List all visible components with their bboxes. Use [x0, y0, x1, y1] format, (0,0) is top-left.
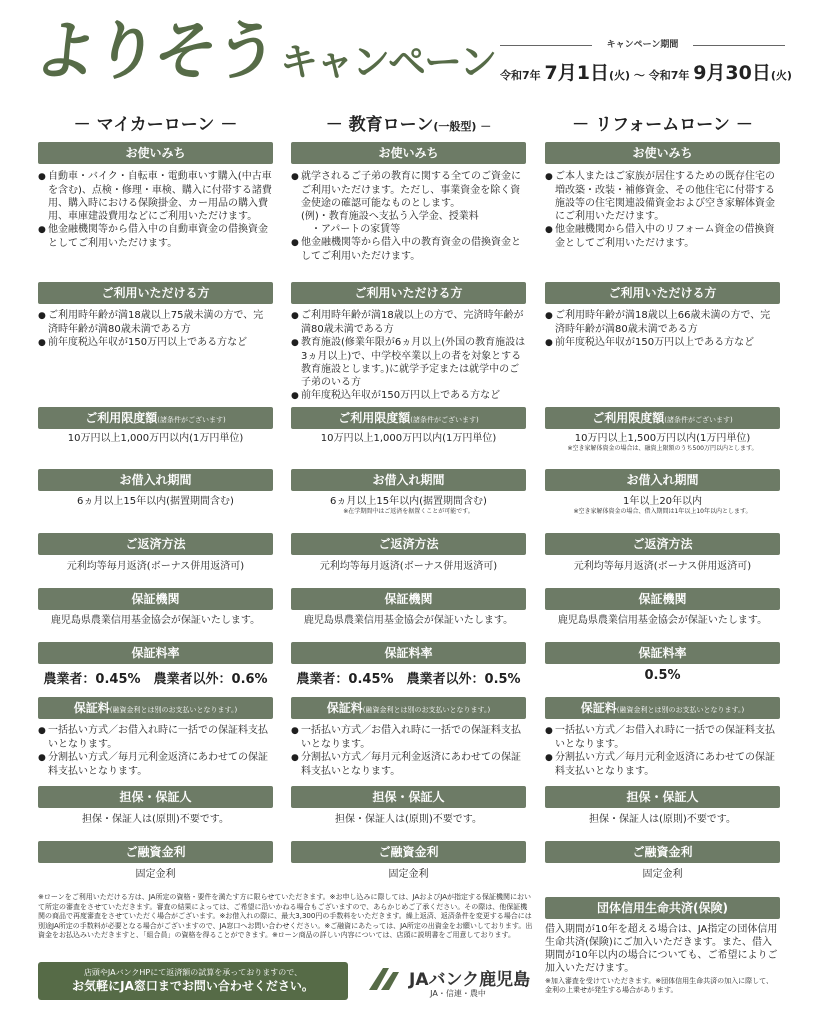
term-header: お借入れ期間: [291, 469, 526, 491]
collateral-value: 担保・保証人は(原則)不要です。: [588, 814, 736, 825]
interest-header: ご融資金利: [291, 841, 526, 863]
repay-header: ご返済方法: [291, 533, 526, 555]
limit-block: [545, 432, 780, 453]
eligibility-item: ● ご利用時年齢が満18歳以上66歳未満の方で、完済時年齢が満80歳未満である方: [545, 309, 780, 336]
limit-value: 10万円以上1,000万円以内(1万円単位): [320, 433, 497, 444]
rate-value: 農業者：0.45% 農業者以外：0.5%: [296, 672, 521, 687]
group-insurance-header: 団体信用生命共済(保険): [545, 897, 780, 919]
ja-bank-name: JAバンク鹿児島: [409, 970, 531, 990]
cta-line2: お気軽にJA窓口までお問い合わせください。: [72, 979, 314, 993]
usage-text: [291, 170, 526, 263]
eligibility-text: [545, 309, 780, 350]
limit-header: [545, 407, 780, 429]
column-title: [291, 112, 526, 138]
collateral-value: 担保・保証人は(原則)不要です。: [334, 814, 482, 825]
limit-label: ご利用限度額: [338, 411, 411, 425]
fee-header: [291, 697, 526, 719]
collateral-value: 担保・保証人は(原則)不要です。: [81, 814, 229, 825]
fee-label: 保証料: [580, 701, 617, 715]
footnote: ※ローンをご利用いただける方は、JA所定の資格・要件を満たす方に限らせていただきます。※お申し込みに際しては、JAおよびJAが指定する保証機関において所定の審査をさせていただきます。審査の結果によっては、ご希望に沿いかねる場合もございますので、あらかじめご了承ください。その際は、他保証機関の商品で再度審査をさせていただく場合がございます。※お借入れの際に、最大3,300円の手数料をいただきます。繰上返済、返済条件を変更する場合には別途JA所定の手数料が必要となる場合がございますので、JA窓口へお問い合わせください。※ご融資にあたっては、JA所定の出資金をお願いしております。出資金をお払込みいただきますと、「組合員」の資格を得ることができます。※ローン商品の詳しい内容については、店頭に説明書をご用意しております。: [38, 893, 533, 939]
usage-header: お使いみち: [545, 142, 780, 164]
end-day: (火): [770, 69, 792, 82]
limit-sub-note: ※空き家解体資金の場合は、融資上限額のうち500万円以内とします。: [567, 445, 758, 452]
rate-header: 保証料率: [38, 642, 273, 664]
usage-item: ● ご本人またはご家族が居住するための既存住宅の増改築・改装・補修資金、その他住宅に付帯する施設等の住宅関連設備資金および空き家解体資金にご利用いただけます。: [545, 170, 780, 223]
limit-label: ご利用限度額: [85, 411, 158, 425]
ja-bank-sub: JA・信連・農中: [430, 989, 486, 998]
rate-value: 0.5%: [644, 668, 681, 683]
limit-note: (諸条件がございます): [410, 416, 479, 424]
start-prefix: 令和7年: [500, 69, 541, 82]
fee-text: [545, 724, 780, 778]
interest-value: 固定金利: [642, 869, 683, 880]
usage-text: [38, 170, 273, 250]
fee-text: [38, 724, 273, 778]
collateral-header: 担保・保証人: [291, 786, 526, 808]
fee-header: [545, 697, 780, 719]
limit-note: (諸条件がございます): [157, 416, 226, 424]
term-value: 6ヵ月以上15年以内(据置期間含む): [77, 496, 234, 507]
period-dates: [500, 58, 792, 85]
term-value: 6ヵ月以上15年以内(据置期間含む): [330, 496, 487, 507]
logo-main-text: よりそう: [28, 15, 280, 89]
logo-sub-text: キャンペーン: [280, 40, 496, 84]
rate-header: 保証料率: [291, 642, 526, 664]
eligibility-header: ご利用いただける方: [38, 282, 273, 304]
cta-line1: 店頭やJAバンクHPにて返済額の試算を承っておりますので、: [83, 968, 303, 977]
usage-text: [545, 170, 780, 250]
fee-label: 保証料: [326, 701, 363, 715]
start-date: 7月1日: [544, 62, 609, 84]
rate-header: 保証料率: [545, 642, 780, 664]
fee-text: [291, 724, 526, 778]
guarantor-header: 保証機関: [291, 588, 526, 610]
eligibility-text: [38, 309, 273, 350]
group-insurance-note: ※加入審査を受けていただきます。※団体信用生命共済の加入に際して、金利の上乗せが発生する場合があります。: [545, 977, 774, 994]
interest-header: ご融資金利: [545, 841, 780, 863]
term-block: [545, 495, 780, 516]
end-prefix: 令和7年: [648, 69, 690, 82]
limit-block: [291, 432, 526, 445]
fee-item: ● 分割払い方式／毎月元利金返済にあわせての保証料支払いとなります。: [291, 751, 526, 778]
collateral-header: 担保・保証人: [545, 786, 780, 808]
usage-item: ● 他金融機関等から借入中の自動車資金の借換資金としてご利用いただけます。: [38, 223, 273, 250]
repay-header: ご返済方法: [38, 533, 273, 555]
usage-item: (例)・教育施設へ支払う入学金、授業料: [301, 211, 479, 222]
eligibility-header: ご利用いただける方: [291, 282, 526, 304]
fee-label: 保証料: [73, 701, 110, 715]
contact-banner: [38, 962, 348, 1000]
term-value: 1年以上20年以内: [622, 496, 703, 507]
column-title: [545, 112, 780, 138]
period-label: キャンペーン期間: [500, 38, 785, 52]
interest-header: ご融資金利: [38, 841, 273, 863]
usage-item: ● 就学されるご子弟の教育に関する全てのご資金にご利用いただけます。ただし、事業資金を除く資金使途の確認可能なものとします。: [291, 170, 526, 210]
guarantor-header: 保証機関: [545, 588, 780, 610]
header: [0, 0, 819, 105]
ja-bank-logo: [365, 962, 535, 1002]
repay-value: 元利均等毎月返済(ボーナス併用返済可): [319, 561, 498, 572]
fee-item: ● 一括払い方式／お借入れ時に一括での保証料支払いとなります。: [545, 724, 780, 751]
column-title-main: － リフォームローン －: [572, 115, 753, 135]
column-title-main: － 教育ローン: [325, 115, 434, 135]
fee-header: [38, 697, 273, 719]
interest-value: 固定金利: [388, 869, 429, 880]
limit-header: [291, 407, 526, 429]
term-sub-note: ※空き家解体資金の場合、借入期間は1年以上10年以内とします。: [573, 508, 752, 515]
term-header: お借入れ期間: [545, 469, 780, 491]
term-block: [38, 495, 273, 508]
period-tilde: 〜: [633, 69, 645, 82]
column-title-sub: (一般型) －: [433, 120, 492, 133]
limit-value: 10万円以上1,000万円以内(1万円単位): [67, 433, 244, 444]
guarantor-value: 鹿児島県農業信用基金協会が保証いたします。: [557, 615, 768, 626]
eligibility-item: ● ご利用時年齢が満18歳以上の方で、完済時年齢が満80歳未満である方: [291, 309, 526, 336]
limit-value: 10万円以上1,500万円以内(1万円単位): [574, 433, 751, 444]
campaign-period: [500, 38, 792, 85]
column-title-main: － マイカーローン －: [73, 115, 238, 135]
limit-header: [38, 407, 273, 429]
usage-header: お使いみち: [38, 142, 273, 164]
fee-note: (融資金利とは別のお支払いとなります。): [109, 706, 238, 714]
eligibility-header: ご利用いただける方: [545, 282, 780, 304]
fee-item: ● 一括払い方式／お借入れ時に一括での保証料支払いとなります。: [38, 724, 273, 751]
usage-item: ● 他金融機関等から借入中の教育資金の借換資金としてご利用いただけます。: [291, 236, 526, 263]
rate-value: 農業者：0.45% 農業者以外：0.6%: [43, 672, 268, 687]
eligibility-item: ● 前年度税込年収が150万円以上である方など: [291, 389, 526, 403]
eligibility-item: ● 教育施設(修業年限が6ヵ月以上(外国の教育施設は3ヵ月以上)で、中学校卒業以上の者を対象とする教育施設とします。)に就学予定または就学中のご子弟のいる方: [291, 336, 526, 389]
guarantor-header: 保証機関: [38, 588, 273, 610]
interest-value: 固定金利: [135, 869, 176, 880]
fee-note: (融資金利とは別のお支払いとなります。): [616, 706, 745, 714]
eligibility-text: [291, 309, 526, 403]
eligibility-item: ● 前年度税込年収が150万円以上である方など: [545, 336, 780, 350]
fee-item: ● 一括払い方式／お借入れ時に一括での保証料支払いとなります。: [291, 724, 526, 751]
end-date: 9月30日: [693, 62, 771, 84]
usage-header: お使いみち: [291, 142, 526, 164]
limit-block: [38, 432, 273, 445]
eligibility-item: ● 前年度税込年収が150万円以上である方など: [38, 336, 273, 350]
usage-item: ● 自動車・バイク・自転車・電動車いす購入(中古車を含む)、点検・修理・車検、購入に付帯する諸費用、購入時における保険掛金、カー用品の購入費用、車庫建設費用などにご利用いただけます。: [38, 170, 273, 223]
term-sub-note: ※在学期間中はご返済を据置くことが可能です。: [343, 508, 474, 515]
usage-item: ● 他金融機関から借入中のリフォーム資金の借換資金としてご利用いただけます。: [545, 223, 780, 250]
repay-header: ご返済方法: [545, 533, 780, 555]
eligibility-item: ● ご利用時年齢が満18歳以上75歳未満の方で、完済時年齢が満80歳未満である方: [38, 309, 273, 336]
repay-value: 元利均等毎月返済(ボーナス併用返済可): [573, 561, 752, 572]
fee-item: ● 分割払い方式／毎月元利金返済にあわせての保証料支払いとなります。: [545, 751, 780, 778]
ja-mark-icon: [365, 964, 405, 996]
guarantor-value: 鹿児島県農業信用基金協会が保証いたします。: [50, 615, 261, 626]
usage-item: ・アパートの家賃等: [301, 224, 401, 235]
start-day: (火): [608, 69, 631, 82]
fee-note: (融資金利とは別のお支払いとなります。): [362, 706, 491, 714]
term-block: [291, 495, 526, 516]
limit-note: (諸条件がございます): [664, 416, 733, 424]
column-title: [38, 112, 273, 138]
group-insurance-text: 借入期間が10年を超える場合は、JA指定の団体信用生命共済(保険)にご加入いただきます。また、借入期間が10年以内の場合についても、ご希望によりご加入いただけます。: [545, 924, 778, 974]
repay-value: 元利均等毎月返済(ボーナス併用返済可): [66, 561, 245, 572]
term-header: お借入れ期間: [38, 469, 273, 491]
collateral-header: 担保・保証人: [38, 786, 273, 808]
campaign-logo: [28, 12, 496, 92]
guarantor-value: 鹿児島県農業信用基金協会が保証いたします。: [303, 615, 514, 626]
fee-item: ● 分割払い方式／毎月元利金返済にあわせての保証料支払いとなります。: [38, 751, 273, 778]
limit-label: ご利用限度額: [592, 411, 665, 425]
